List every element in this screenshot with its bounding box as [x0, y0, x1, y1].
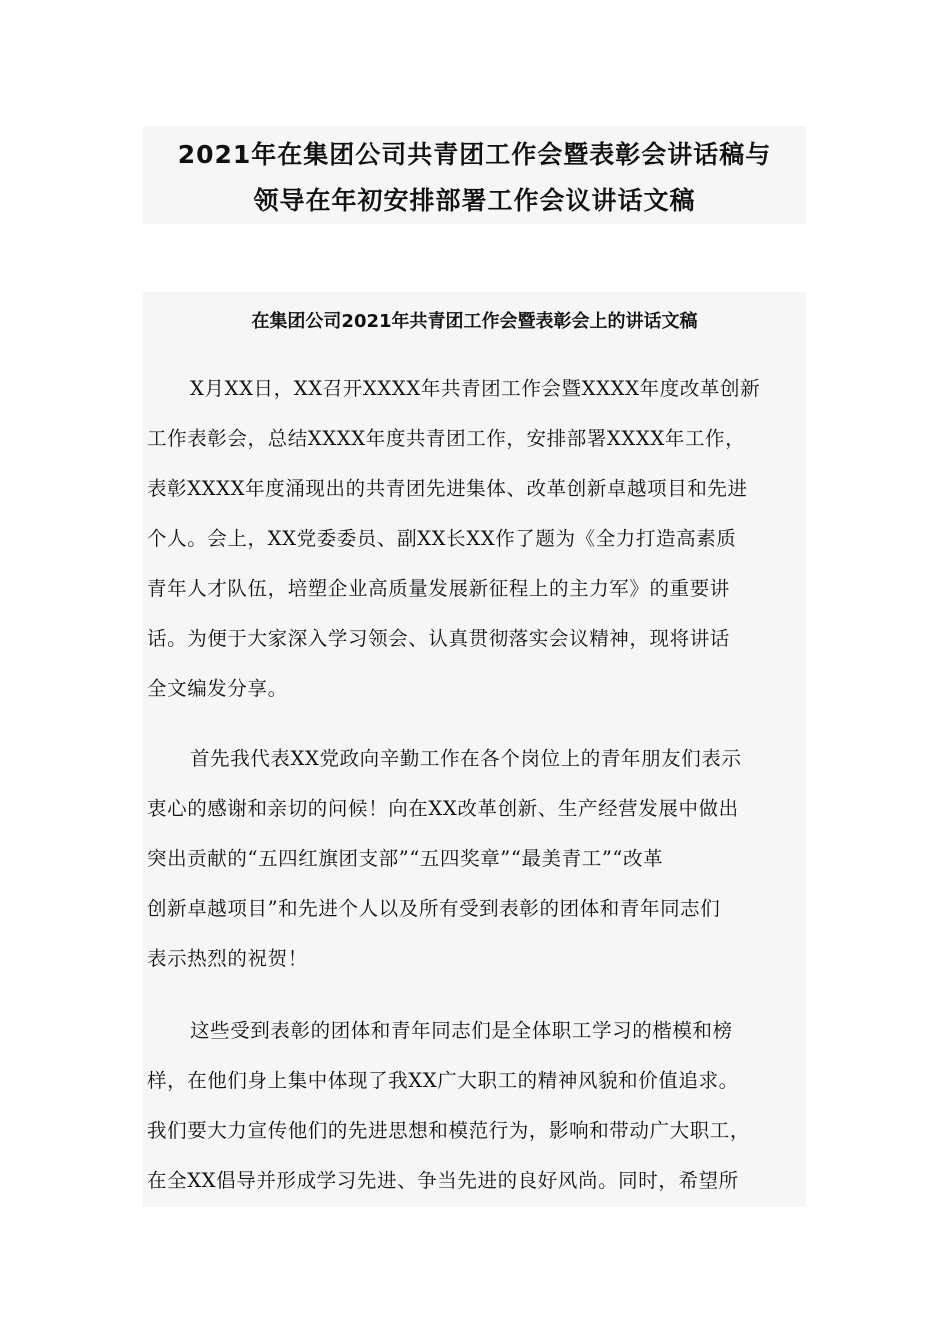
document-title-line-2: 领导在年初安排部署工作会议讲话文稿 [253, 186, 696, 215]
document-body [143, 292, 806, 1207]
paragraph-line: 衷心的感谢和亲切的问候！向在XX改革创新、生产经营发展中做出 [147, 797, 739, 820]
paragraph-line: 表示热烈的祝贺！ [147, 947, 308, 970]
paragraph-line: 个人。会上，XX党委委员、副XX长XX作了题为《全力打造高素质 [147, 527, 737, 550]
paragraph-line: 工作表彰会，总结XXXX年度共青团工作，安排部署XXXX年工作， [147, 427, 746, 450]
document-title [143, 126, 806, 224]
paragraph-line: 这些受到表彰的团体和青年同志们是全体职工学习的楷模和榜 [190, 1019, 733, 1042]
paragraph-line: 全文编发分享。 [147, 677, 288, 700]
section-title: 在集团公司2021年共青团工作会暨表彰会上的讲话文稿 [251, 311, 698, 332]
paragraph-line: 在全XX倡导并形成学习先进、争当先进的良好风尚。同时，希望所 [147, 1169, 739, 1192]
paragraph-line: 首先我代表XX党政向辛勤工作在各个岗位上的青年朋友们表示 [190, 747, 742, 770]
paragraph-line: 我们要大力宣传他们的先进思想和模范行为，影响和带动广大职工， [147, 1119, 751, 1142]
paragraph-line: X月XX日，XX召开XXXX年共青团工作会暨XXXX年度改革创新 [190, 377, 761, 400]
paragraph-line: 创新卓越项目”和先进个人以及所有受到表彰的团体和青年同志们 [147, 897, 721, 920]
paragraph-line: 话。为便于大家深入学习领会、认真贯彻落实会议精神，现将讲话 [147, 627, 730, 650]
paragraph-line: 表彰XXXX年度涌现出的共青团先进集体、改革创新卓越项目和先进 [147, 477, 748, 500]
paragraph-line: 青年人才队伍，培塑企业高质量发展新征程上的主力军》的重要讲 [147, 577, 730, 600]
paragraph-line: 突出贡献的“五四红旗团支部”“五四奖章”“最美青工”“改革 [147, 847, 664, 870]
paragraph-line: 样，在他们身上集中体现了我XX广大职工的精神风貌和价值追求。 [147, 1069, 739, 1092]
document-title-line-1: 2021年在集团公司共青团工作会暨表彰会讲话稿与 [177, 140, 772, 169]
